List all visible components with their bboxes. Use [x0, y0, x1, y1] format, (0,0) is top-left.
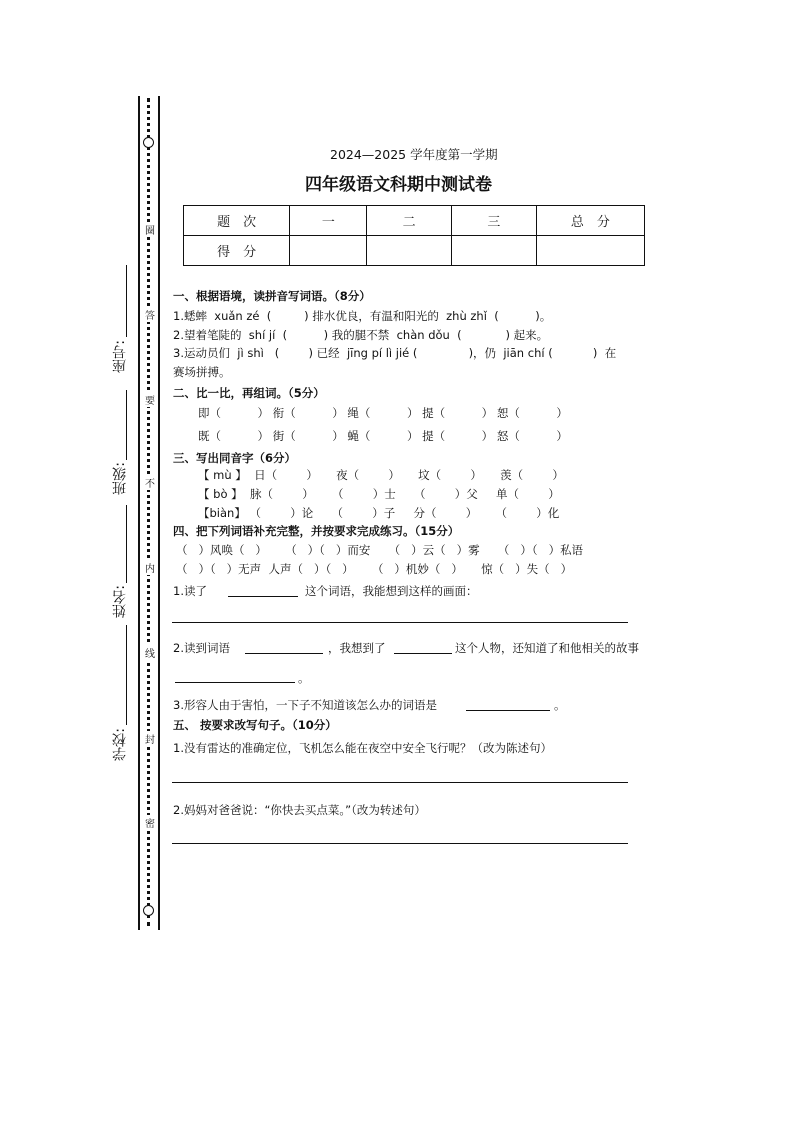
q4-sub3-blank[interactable]	[466, 710, 550, 711]
seal-circle-bottom	[143, 905, 154, 916]
score-entry-cell[interactable]	[451, 236, 536, 266]
year-line: 2024—2025 学年度第一学期	[330, 147, 498, 162]
q5-sub1-answer-line[interactable]	[172, 782, 628, 783]
q4-sub3-prefix: 3.形容人由于害怕，一下子不知道该怎么办的词语是	[173, 698, 437, 712]
q3-line-3: 【biàn】 （ ）论 （ ）子 分（ ） （ ）化	[198, 506, 560, 520]
binding-line-left	[138, 96, 140, 930]
q4-sub1-suffix: 这个词语，我能想到这样的画面：	[305, 584, 478, 598]
score-entry-cell[interactable]	[290, 236, 367, 266]
q1-line-2: 2.望着笔陡的 shí jí ( ) 我的腿不禁 chàn dǒu ( ) 起来。	[173, 328, 549, 342]
seal-char: 圈	[143, 222, 157, 237]
q3-line-2: 【 bò 】 脉（ ） （ ）士 （ ）父 单（ ）	[198, 487, 560, 501]
q4-heading: 四、把下列词语补充完整，并按要求完成练习。（15分）	[173, 524, 460, 538]
seal-char: 答	[143, 307, 157, 322]
score-table	[183, 205, 645, 266]
q4-sub2-suffix: 这个人物，还知道了和他相关的故事	[455, 641, 639, 655]
seal-char: 内	[143, 560, 157, 575]
seal-char: 封	[143, 731, 157, 746]
school-underline	[126, 625, 127, 725]
class-label: 班级:	[112, 462, 128, 495]
score-table-cell: 得 分	[184, 236, 290, 266]
seal-char: 线	[143, 645, 157, 660]
page-title: 四年级语文科期中测试卷	[305, 175, 492, 195]
q5-sub2: 2.妈妈对爸爸说：“你快去买点菜。”（改为转述句）	[173, 803, 426, 817]
q4-sub2-blank-1[interactable]	[245, 653, 323, 654]
q2-line-2: 既（ ） 街（ ） 蝇（ ） 提（ ） 怒（ ）	[198, 429, 568, 443]
school-label: 学校:	[112, 728, 128, 761]
q3-heading: 三、写出同音字（6分）	[173, 451, 297, 465]
q2-line-1: 即（ ） 衔（ ） 绳（ ） 提（ ） 恕（ ）	[198, 406, 568, 420]
seal-circle-top	[143, 137, 154, 148]
score-entry-cell[interactable]	[536, 236, 644, 266]
q2-heading: 二、比一比，再组词。（5分）	[173, 386, 325, 400]
q4-sub2-end: 。	[298, 671, 310, 685]
q4-sub1-prefix: 1.读了	[173, 584, 207, 598]
q4-line-2: （ ）（ ）无声 人声（ ）（ ） （ ）机妙（ ） 惊（ ）失（ ）	[176, 562, 573, 576]
q4-sub3-end: 。	[554, 698, 566, 712]
q4-sub1-blank[interactable]	[228, 596, 298, 597]
score-table-cell: 总 分	[536, 206, 644, 236]
q1-line-1: 1.蟋蟀 xuǎn zé ( ) 排水优良，有温和阳光的 zhù zhǐ ( )。	[173, 309, 552, 323]
score-table-cell: 三	[451, 206, 536, 236]
score-table-cell: 一	[290, 206, 367, 236]
q1-line-4: 赛场拼搏。	[173, 365, 231, 379]
seal-char: 密	[143, 815, 157, 830]
seal-char: 不	[143, 475, 157, 490]
q5-sub2-answer-line[interactable]	[172, 843, 628, 844]
seat-label: 座号:	[112, 340, 128, 373]
q4-sub2-mid: ，我想到了	[328, 641, 386, 655]
q1-line-3: 3.运动员们 jì shì ( ) 已经 jīng pí lì jié ( )，仍 jiān chí ( ) 在	[173, 346, 617, 360]
q4-sub2-answer-line[interactable]	[175, 682, 295, 683]
q5-heading: 五、 按要求改写句子。（10分）	[173, 718, 337, 732]
q4-sub1-answer-line[interactable]	[172, 622, 628, 623]
seat-underline	[126, 265, 127, 337]
score-table-cell: 二	[367, 206, 452, 236]
q5-sub1: 1.没有雷达的准确定位，飞机怎么能在夜空中安全飞行呢？（改为陈述句）	[173, 741, 552, 755]
score-entry-cell[interactable]	[367, 236, 452, 266]
binding-line-right	[158, 96, 160, 930]
score-table-cell: 题 次	[184, 206, 290, 236]
q3-line-1: 【 mù 】 日（ ） 夜（ ） 坟（ ） 羡（ ）	[198, 468, 564, 482]
q4-sub2-blank-2[interactable]	[394, 653, 452, 654]
q4-line-1: （ ）风唤（ ） （ ）（ ）而安 （ ）云（ ）雾 （ ）（ ）私语	[176, 543, 584, 557]
name-label: 姓名:	[112, 585, 128, 618]
q4-sub2-prefix: 2.读到词语	[173, 641, 230, 655]
class-underline	[126, 390, 127, 460]
seal-char: 要	[143, 392, 157, 407]
name-underline	[126, 505, 127, 583]
q1-heading: 一、根据语境，读拼音写词语。（8分）	[173, 289, 371, 303]
